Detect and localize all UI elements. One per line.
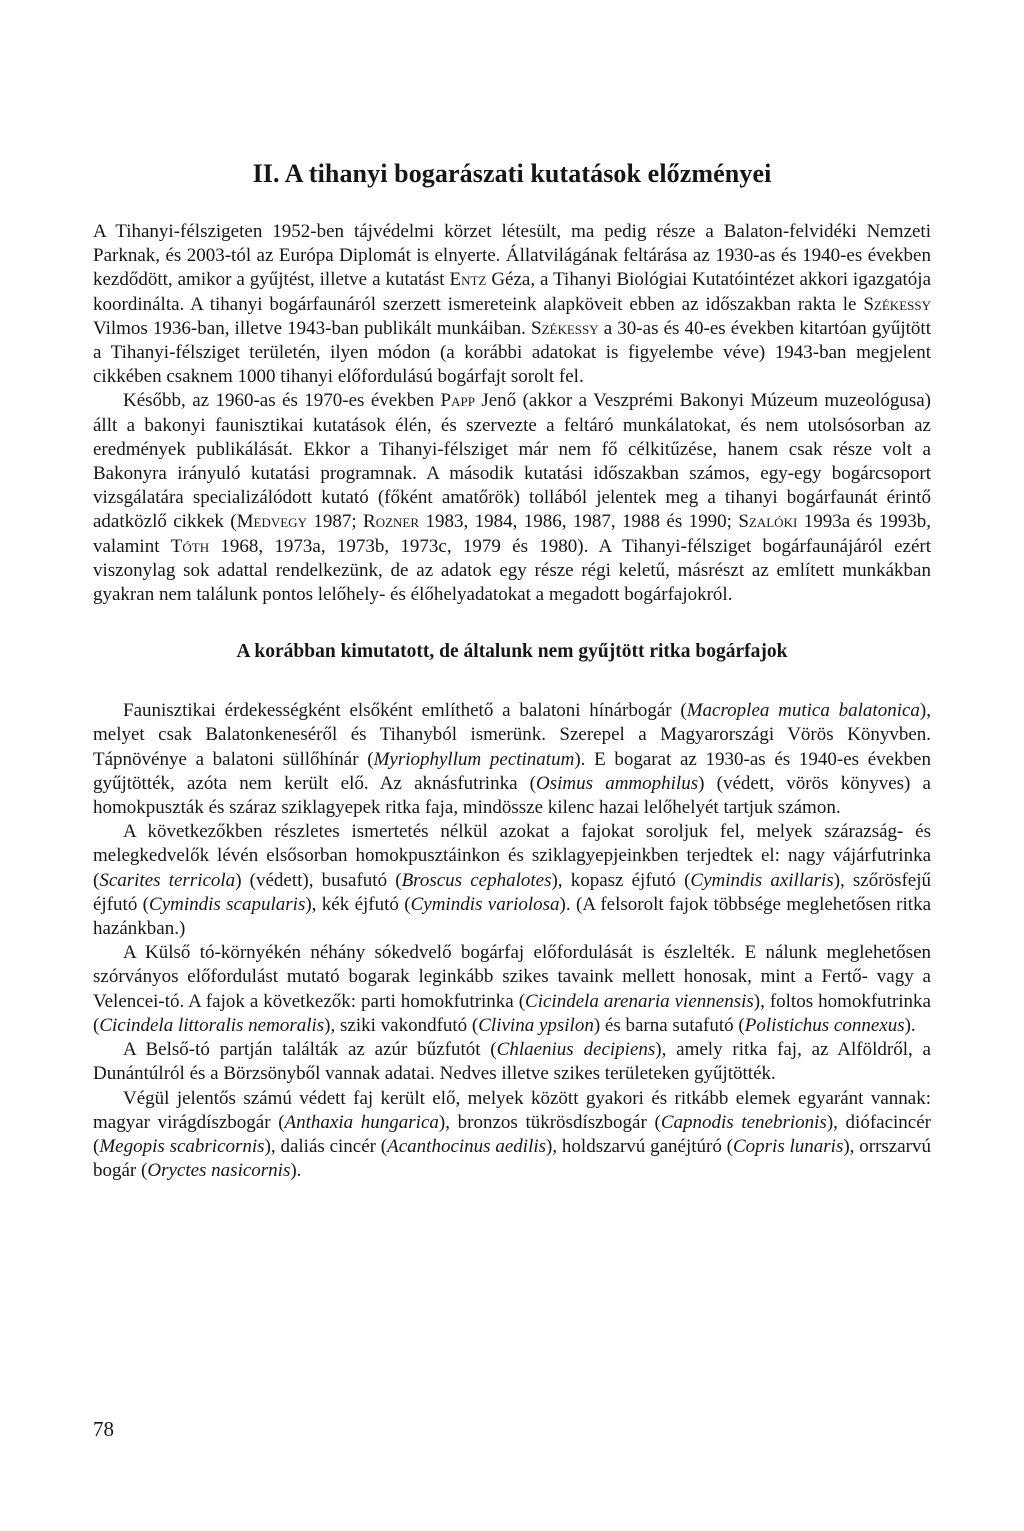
species-name: Polistichus connexus	[744, 1014, 905, 1036]
text-run: ), melyet csak Balatonkeneséről és Tihanyból ismerünk. Szerepel a Magyarországi Vörös Könyvben. Tápnövénye a balatoni süllőhínár (	[93, 700, 931, 770]
species-name: Clivina ypsilon	[478, 1014, 594, 1036]
species-name: Oryctes nasicornis	[147, 1160, 291, 1182]
species-name: Cymindis axillaris	[690, 869, 834, 891]
species-name: Anthaxia hungarica	[284, 1111, 439, 1133]
text-run: Végül jelentős számú védett faj került elő, melyek között gyakori és ritkább elemek egyaránt vannak: magyar virágdíszbogár (	[93, 1087, 931, 1133]
author-name: Entz	[449, 269, 487, 291]
text-run: Később, az 1960-as és 1970-es években	[123, 390, 441, 412]
species-name: Acanthocinus aedilis	[387, 1135, 547, 1157]
paragraph-3	[93, 699, 931, 820]
author-name: Szalóki	[738, 511, 798, 533]
subsection-title: A korábban kimutatott, de általunk nem gyűjtött ritka bogárfajok	[236, 641, 788, 663]
species-name: Copris lunaris	[732, 1135, 844, 1157]
text-run: ), diófacincér (	[93, 1111, 931, 1157]
text-run: A Tihanyi-félszigeten 1952-ben tájvédelmi körzet létesült, ma pedig része a Balaton-felvidéki Nemzeti Parknak, és 2003-tól az Európa Diplomát is elnyerte. Állatvilágának feltárása az 1930-as és 1940-es években kezdődött, amikor a gyűjtést, illetve a kutatást	[93, 221, 931, 291]
text-run: 1968, 1973a, 1973b, 1973c, 1979 és 1980). A Tihanyi-félsziget bogárfaunájáról ezért viszonylag sok adattal rendelkezünk, de az adatok egy része régi keletű, másrészt az említett munkákban gyakran nem találunk pontos lelőhely- és élőhelyadatokat a megadott bogárfajokról.	[93, 535, 932, 606]
text-run: ) (védett), busafutó (	[235, 869, 402, 891]
text-run: ), foltos homokfutrinka (	[93, 990, 931, 1036]
text-run: 1993a és 1993b, valamint	[93, 511, 931, 557]
species-name: Cymindis variolosa	[410, 893, 560, 915]
species-name: Cicindela arenaria viennensis	[525, 990, 754, 1012]
text-run: ), kék éjfutó (	[305, 893, 411, 915]
page-body	[93, 158, 931, 1183]
text-run: ). E bogarat az 1930-as és 1940-es években gyűjtötték, azóta nem került elő. Az aknásfutrinka (	[93, 748, 931, 794]
text-run: Vilmos 1936-ban, illetve 1943-ban publikált munkáiban.	[93, 317, 531, 339]
author-name: Rozner	[363, 511, 420, 533]
author-name: Székessy	[531, 317, 599, 339]
section-title: II. A tihanyi bogarászati kutatások előzményei	[252, 159, 772, 188]
text-run: ). (A felsorolt fajok többsége meglehetősen ritka hazánkban.)	[93, 893, 932, 940]
text-run: ), amely ritka faj, az Alföldről, a Dunántúlról és a Börzsönyből vannak adatai. Nedves illetve szikes területeken gyűjtötték.	[93, 1039, 931, 1085]
paragraph-7	[93, 1087, 931, 1184]
text-run: Faunisztikai érdekességként elsőként említhető a balatoni hínárbogár (	[123, 700, 687, 722]
text-run: 1983, 1984, 1986, 1987, 1988 és 1990;	[419, 511, 739, 533]
species-name: Myriophyllum pectinatum	[373, 748, 575, 770]
text-run: ) (védett, vörös könyves) a homokpuszták és száraz sziklagyepek ritka faja, mindössze kilenc hazai lelőhelyét tartjuk számon.	[93, 772, 931, 819]
text-run: ), holdszarvú ganéjtúró (	[546, 1135, 733, 1157]
paragraph-1	[93, 220, 931, 389]
species-name: Cicindela littoralis nemoralis	[99, 1014, 325, 1036]
paragraph-6	[93, 1038, 931, 1086]
text-run: A Külső tó-környékén néhány sókedvelő bogárfaj előfordulását is észlelték. E nálunk meglehetősen szórványos előfordulást mutató bogarak leginkább szikes tavaink mellett honosak, mint a Fertő- vagy a Velencei-tó. A fajok a következők: parti homokfutrinka (	[93, 942, 931, 1012]
paragraph-4	[93, 820, 931, 941]
text-run: 1987;	[306, 511, 364, 533]
text-run: ), bronzos tükrösdíszbogár (	[438, 1111, 661, 1133]
text-run: ) és barna sutafutó (	[593, 1014, 745, 1036]
text-run: A következőkben részletes ismertetés nélkül azokat a fajokat soroljuk fel, melyek szárazság- és melegkedvelők lévén elsősorban homokpusztáinkon és sziklagyepjeinkben terjedtek el: nagy vájárfutrinka (	[93, 821, 931, 891]
paragraph-5	[93, 941, 931, 1038]
author-name: Papp	[440, 390, 475, 412]
species-name: Macroplea mutica balatonica	[686, 700, 920, 722]
author-name: Medvegy	[236, 511, 307, 533]
text-run: ).	[290, 1160, 302, 1182]
species-name: Scarites terricola	[99, 869, 236, 891]
text-run: ), kopasz éjfutó (	[551, 869, 691, 891]
species-name: Osimus ammophilus	[536, 772, 699, 794]
text-run: ), szőrösfejű éjfutó (	[93, 869, 932, 915]
species-name: Megopis scabricornis	[99, 1135, 265, 1157]
text-run: A Belső-tó partján találták az azúr bűzfutót (	[123, 1039, 497, 1061]
text-run: a 30-as és 40-es években kitartóan gyűjtött a Tihanyi-félsziget területén, ilyen módon (a korábbi adatokat is figyelembe véve) 1943-ban megjelent cikkében csaknem 1000 tihanyi előfordulású bogárfajt sorolt fel.	[93, 317, 931, 388]
page-number: 78	[93, 1417, 114, 1441]
text-run: ), orrszarvú bogár (	[93, 1135, 931, 1182]
species-name: Broscus cephalotes	[401, 869, 552, 891]
text-run: Géza, a Tihanyi Biológiai Kutatóintézet akkori igazgatója koordinálta. A tihanyi bogárfaunáról szerzett ismereteink alapköveit ebben az időszakban rakta le	[93, 269, 931, 315]
author-name: Székessy	[863, 293, 931, 315]
text-run: ), daliás cincér (	[264, 1135, 388, 1157]
text-run: ).	[904, 1014, 916, 1036]
paragraph-2	[93, 389, 931, 607]
species-name: Capnodis tenebrionis	[660, 1111, 827, 1133]
species-name: Chlaenius decipiens	[496, 1039, 656, 1061]
author-name: Tóth	[170, 535, 210, 557]
text-run: ), sziki vakondfutó (	[324, 1014, 479, 1036]
text-run: Jenő (akkor a Veszprémi Bakonyi Múzeum muzeológusa) állt a bakonyi faunisztikai kutatások élén, és szervezte a feltáró munkálatokat, és nem utolsósorban az eredmények publikálását. Ekkor a Tihanyi-félsziget már nem fő célkitűzése, hanem csak része volt a Bakonyra irányuló kutatási programnak. A második kutatási időszakban számos, egy-egy bogárcsoport vizsgálatára specializálódott kutató (főként amatőrök) tollából jelentek meg a tihanyi bogárfaunát érintő adatközlő cikkek (	[93, 390, 931, 533]
species-name: Cymindis scapularis	[149, 893, 306, 915]
